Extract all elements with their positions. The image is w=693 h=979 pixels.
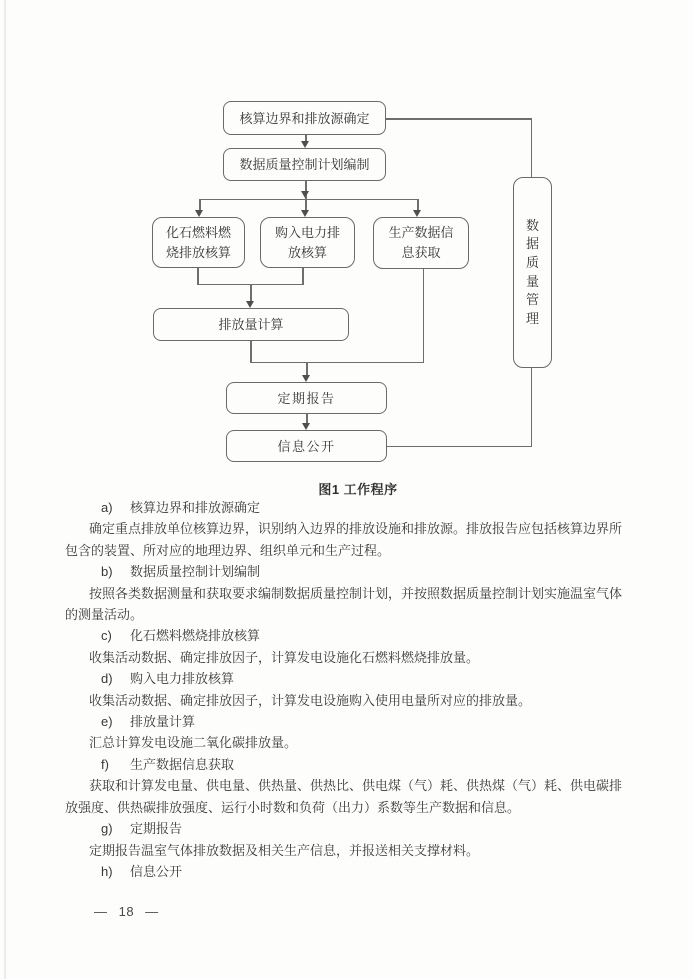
arrowhead-into-report — [302, 375, 310, 382]
fossil-drop — [197, 268, 199, 285]
merge-to-report — [306, 362, 308, 376]
flow-box-quality-label: 数据质量管理 — [525, 217, 539, 326]
arrowhead-into-disclosure — [302, 423, 310, 430]
paragraph-line: 确定重点排放单位核算边界，识别纳入边界的排放设施和排放源。排放报告应包括核算边界所 — [89, 521, 623, 537]
list-item-f-marker: f) — [101, 756, 109, 772]
flow-box-calc-label: 排放量计算 — [218, 317, 284, 332]
list-item-c-title: 化石燃料燃烧排放核算 — [130, 628, 261, 644]
arrowhead-into-fossil — [195, 210, 203, 217]
flow-box-report — [226, 382, 387, 414]
paragraph-line: 按照各类数据测量和获取要求编制数据质量控制计划，并按照数据质量控制计划实施温室气体 — [89, 585, 623, 601]
paragraph-line: 包含的装置、所对应的地理边界、组织单元和生产过程。 — [65, 542, 391, 558]
list-item-e-marker: e) — [101, 714, 113, 730]
calc-drop — [250, 341, 252, 363]
list-item-f — [65, 754, 610, 775]
paragraph-line: 收集活动数据、确定排放因子，计算发电设施购入使用电量所对应的排放量。 — [89, 692, 532, 708]
arrowhead-into-production — [413, 210, 421, 217]
list-item-h-marker: h) — [101, 863, 113, 879]
list-item-b-marker: b) — [101, 564, 113, 580]
connector-boundary-quality-v — [531, 118, 533, 178]
flow-box-production — [373, 217, 469, 269]
list-item-c-marker: c) — [101, 628, 112, 644]
list-item-a — [65, 497, 610, 518]
flow-box-purchased-label: 购入电力排放核算 — [274, 224, 340, 260]
list-item-f-title: 生产数据信息获取 — [130, 756, 235, 772]
purchased-drop — [302, 268, 304, 285]
flow-box-calc — [153, 308, 349, 341]
flow-box-boundary — [223, 101, 386, 135]
list-item-a-title: 核算边界和排放源确定 — [130, 500, 261, 515]
flow-box-purchased — [260, 217, 355, 268]
scan-edge-artifact — [4, 0, 6, 979]
calc-production-merge — [250, 362, 424, 364]
paragraph-line: 的测量活动。 — [65, 607, 144, 623]
flow-box-boundary-label: 核算边界和排放源确定 — [239, 110, 370, 126]
connector-disclosure-quality-h — [387, 446, 532, 448]
arrowhead-into-calc — [246, 301, 254, 308]
paragraph-line: 获取和计算发电量、供电量、供热量、供热比、供电煤（气）耗、供热煤（气）耗、供电碳排 — [89, 778, 623, 794]
list-item-e — [65, 711, 610, 732]
paragraph-line: 定期报告温室气体排放数据及相关生产信息，并报送相关支撑材料。 — [89, 842, 480, 858]
flow-box-fossil — [152, 217, 245, 268]
flow-box-disclosure-label: 信息公开 — [277, 438, 336, 454]
connector-boundary-quality-h — [386, 118, 532, 120]
list-item-a-marker: a) — [101, 500, 113, 515]
flow-box-plan — [223, 148, 386, 181]
flow-box-disclosure — [226, 430, 387, 462]
list-item-h-title: 信息公开 — [130, 863, 183, 879]
arrowhead-splitter — [301, 191, 309, 198]
flow-box-production-label: 生产数据信息获取 — [388, 225, 454, 260]
connector-disclosure-quality-v — [531, 368, 533, 446]
arrowhead-into-plan — [301, 141, 309, 148]
list-item-d-marker: d) — [101, 671, 113, 687]
merge-to-calc — [250, 284, 252, 302]
flow-box-fossil-label: 化石燃料燃烧排放核算 — [165, 224, 231, 260]
body-text — [65, 497, 623, 882]
paragraph-line: 放强度、供热碳排放强度、运行小时数和负荷（出力）系数等生产数据和信息。 — [65, 799, 521, 815]
list-item-e-title: 排放量计算 — [130, 714, 196, 730]
paragraph-line: 汇总计算发电设施二氧化碳排放量。 — [89, 735, 298, 751]
paragraph-line: 收集活动数据、确定排放因子，计算发电设施化石燃料燃烧排放量。 — [89, 649, 480, 665]
list-item-b — [65, 561, 610, 582]
flow-box-report-label: 定期报告 — [277, 390, 336, 406]
production-drop — [423, 269, 425, 363]
figure-caption: 图1 工作程序 — [318, 482, 398, 497]
list-item-g-marker: g) — [101, 821, 113, 837]
splitter-line — [199, 199, 418, 201]
page-number: — 18 — — [94, 904, 159, 919]
list-item-g — [65, 818, 610, 839]
list-item-c — [65, 625, 610, 646]
list-item-g-title: 定期报告 — [130, 821, 183, 837]
list-item-d-title: 购入电力排放核算 — [130, 671, 235, 687]
flow-box-quality — [513, 177, 552, 368]
list-item-h — [65, 861, 610, 882]
list-item-d — [65, 668, 610, 689]
list-item-b-title: 数据质量控制计划编制 — [130, 564, 261, 580]
arrowhead-into-purchased — [301, 210, 309, 217]
flow-box-plan-label: 数据质量控制计划编制 — [239, 157, 370, 172]
